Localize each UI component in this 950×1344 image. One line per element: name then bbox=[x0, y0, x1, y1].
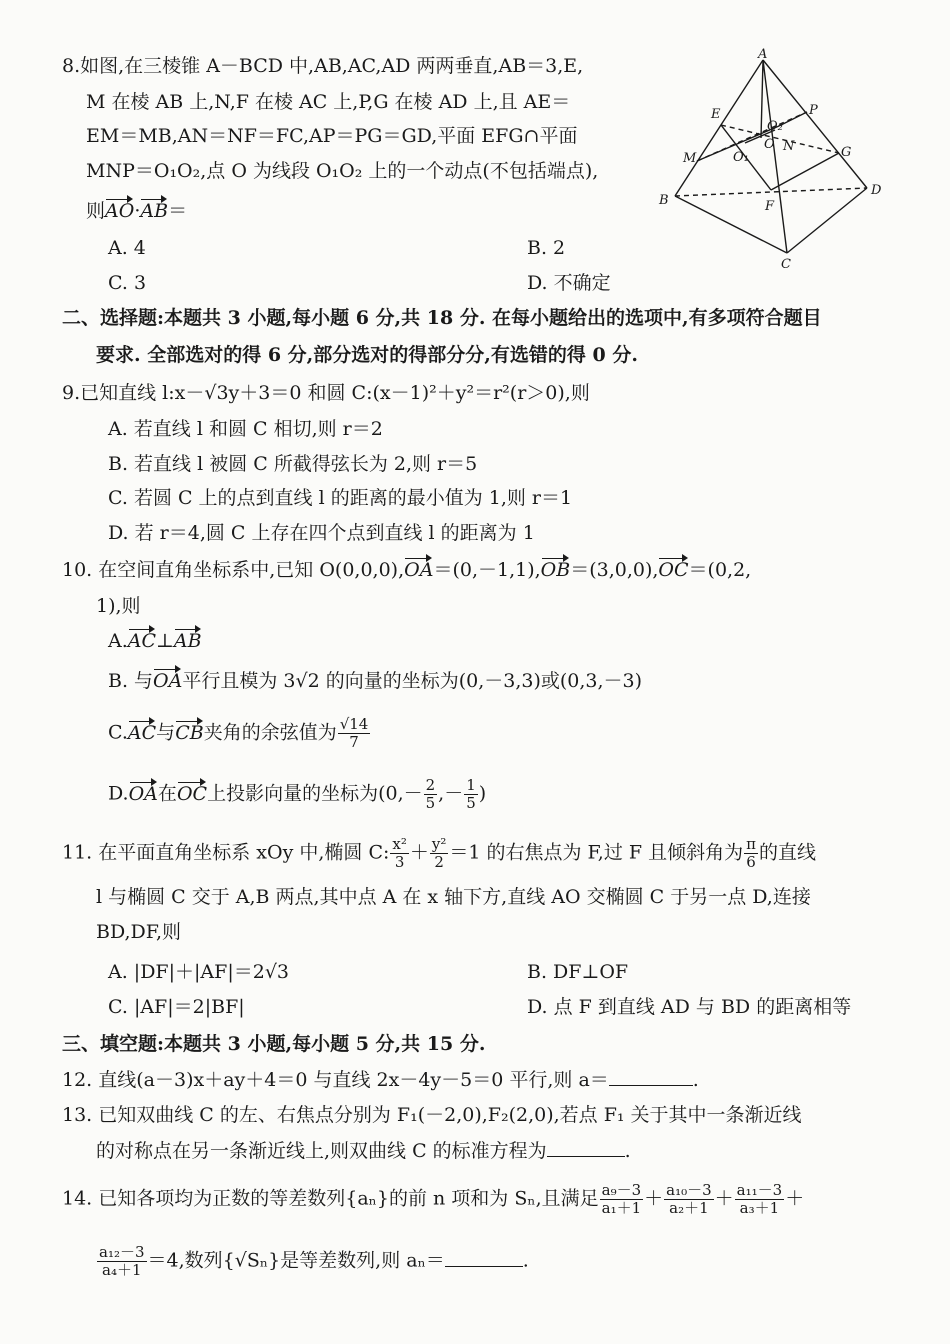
q12-text: 12. 直线(a－3)x＋ay＋4＝0 与直线 2x－4y－5＝0 平行,则 a＝ bbox=[62, 1069, 609, 1091]
section2-line1: 二、选择题:本题共 3 小题,每小题 6 分,共 18 分. 在每小题给出的选项中,有多项符合题目 bbox=[62, 307, 822, 329]
section3-title: 三、填空题:本题共 3 小题,每小题 5 分,共 15 分. bbox=[62, 1033, 486, 1055]
tetrahedron-figure bbox=[655, 48, 895, 273]
line-ao bbox=[761, 60, 763, 138]
q8-line4: MNP＝O₁O₂,点 O 为线段 O₁O₂ 上的一个动点(不包括端点), bbox=[86, 160, 599, 182]
fraction-cos bbox=[338, 716, 371, 751]
fraction-den: 6 bbox=[746, 853, 756, 871]
answer-blank-q13[interactable] bbox=[547, 1136, 625, 1157]
q8-dot: · bbox=[134, 200, 141, 222]
label-n: N bbox=[783, 139, 795, 154]
fraction-den: a₄＋1 bbox=[102, 1261, 142, 1279]
label-d: D bbox=[871, 183, 882, 198]
q11-line2: l 与椭圆 C 交于 A,B 两点,其中点 A 在 x 轴下方,直线 AO 交椭圆 C 于另一点 D,连接 bbox=[96, 886, 811, 908]
edge-cd bbox=[787, 188, 867, 253]
label-m: M bbox=[683, 151, 697, 166]
q10-val-ob: ＝(3,0,0), bbox=[570, 559, 659, 581]
q10-d-pre: D. bbox=[108, 782, 129, 805]
q14-plus: ＋ bbox=[785, 1187, 805, 1210]
fraction-one-fifth bbox=[464, 777, 478, 812]
fraction-a11 bbox=[735, 1182, 785, 1217]
q8-option-d: D. 不确定 bbox=[527, 272, 611, 294]
q10-b-post: 平行且模为 3√2 的向量的坐标为(0,－3,3)或(0,3,－3) bbox=[182, 670, 643, 692]
q10-d-post: 上投影向量的坐标为 bbox=[207, 782, 379, 805]
label-o1: O₁ bbox=[733, 150, 749, 165]
q10-a-mid: ⊥ bbox=[156, 630, 174, 652]
fraction-den: a₃＋1 bbox=[739, 1199, 780, 1217]
vector-oc: OC bbox=[658, 556, 688, 584]
q10-a-pre: A. bbox=[108, 630, 128, 652]
q12-end: . bbox=[692, 1069, 699, 1091]
label-g: G bbox=[841, 145, 852, 160]
q10-stem-pre: 10. 在空间直角坐标系中,已知 O(0,0,0), bbox=[62, 559, 405, 581]
q10-stem-line2: 1),则 bbox=[96, 595, 141, 617]
q8-line1: 8.如图,在三棱锥 A－BCD 中,AB,AC,AD 两两垂直,AB＝3,E, bbox=[62, 55, 584, 77]
q9-option-b: B. 若直线 l 被圆 C 所截得弦长为 2,则 r＝5 bbox=[108, 453, 478, 475]
fraction-num: y² bbox=[431, 835, 447, 853]
q10-d-open: (0,－ bbox=[378, 782, 423, 805]
line-np bbox=[779, 112, 807, 126]
vector-oa: OA bbox=[153, 667, 182, 695]
q14-line1 bbox=[62, 1182, 804, 1217]
section2-line2: 要求. 全部选对的得 6 分,部分选对的得部分分,有选错的得 0 分. bbox=[96, 344, 638, 366]
fraction-num: π bbox=[746, 835, 756, 853]
vector-ob: OB bbox=[541, 556, 571, 584]
q10-stem-line1 bbox=[62, 556, 751, 584]
vector-ab: AB bbox=[174, 627, 202, 655]
vector-oa: OA bbox=[129, 780, 158, 808]
edge-ab bbox=[675, 60, 763, 196]
vector-ab: AB bbox=[140, 197, 168, 225]
q8-option-c: C. 3 bbox=[108, 272, 147, 294]
fraction-a12 bbox=[97, 1244, 147, 1279]
q10-c-post: 夹角的余弦值为 bbox=[203, 721, 337, 744]
q10-d-close: ) bbox=[478, 782, 487, 805]
q10-c-pre: C. bbox=[108, 721, 128, 744]
fraction-den: 5 bbox=[466, 794, 476, 812]
q10-option-b bbox=[108, 667, 642, 695]
vector-ao: AO bbox=[105, 197, 134, 225]
vector-ac: AC bbox=[128, 719, 156, 747]
label-o: O bbox=[764, 137, 775, 152]
q11-plus: ＋ bbox=[409, 841, 429, 864]
fraction-num: a₁₀－3 bbox=[666, 1181, 712, 1199]
q14-plus: ＋ bbox=[714, 1187, 734, 1210]
fraction-num: a₉－3 bbox=[601, 1181, 642, 1199]
q11-option-c: C. |AF|＝2|BF| bbox=[108, 996, 245, 1018]
q13-line2 bbox=[96, 1136, 631, 1165]
fraction-y2-2 bbox=[430, 836, 449, 871]
q11-stem-line1 bbox=[62, 836, 816, 871]
q10-d-mid: 在 bbox=[157, 782, 177, 805]
q8-line5 bbox=[86, 197, 187, 225]
fraction-den: a₂＋1 bbox=[669, 1199, 709, 1217]
answer-blank-q14[interactable] bbox=[445, 1246, 523, 1267]
q14-plus: ＋ bbox=[644, 1187, 664, 1210]
fraction-den: a₁＋1 bbox=[601, 1199, 642, 1217]
vector-ac: AC bbox=[128, 627, 156, 655]
q8-option-b: B. 2 bbox=[527, 237, 566, 259]
fraction-a9 bbox=[600, 1182, 644, 1217]
label-c: C bbox=[781, 257, 791, 272]
label-o2: O₂ bbox=[767, 119, 783, 134]
fraction-num: 2 bbox=[425, 776, 436, 794]
q11-stem-end: 的直线 bbox=[758, 841, 816, 864]
q8-line3: EM＝MB,AN＝NF＝FC,AP＝PG＝GD,平面 EFG∩平面 bbox=[86, 125, 578, 147]
label-b: B bbox=[659, 193, 669, 208]
fraction-x2-3 bbox=[390, 836, 408, 871]
q10-val-oc: ＝(0,2, bbox=[688, 559, 752, 581]
vector-cb: CB bbox=[175, 719, 204, 747]
q9-option-c: C. 若圆 C 上的点到直线 l 的距离的最小值为 1,则 r＝1 bbox=[108, 487, 573, 509]
q10-d-comma: ,－ bbox=[438, 782, 464, 805]
q8-line5-post: ＝ bbox=[168, 200, 188, 222]
q9-stem: 9.已知直线 l:x－√3y＋3＝0 和圆 C:(x－1)²＋y²＝r²(r＞0),则 bbox=[62, 382, 590, 404]
fraction-num: 1 bbox=[466, 776, 476, 794]
q10-option-d bbox=[108, 777, 486, 812]
fraction-den: 7 bbox=[349, 733, 359, 751]
edge-ac bbox=[763, 60, 787, 253]
q10-option-a bbox=[108, 627, 202, 655]
line-fg bbox=[771, 153, 839, 190]
q9-option-d: D. 若 r＝4,圆 C 上存在四个点到直线 l 的距离为 1 bbox=[108, 522, 535, 544]
fraction-a10 bbox=[664, 1182, 714, 1217]
q11-line3: BD,DF,则 bbox=[96, 921, 182, 943]
label-e: E bbox=[711, 107, 721, 122]
q9-option-a: A. 若直线 l 和圆 C 相切,则 r＝2 bbox=[108, 418, 383, 440]
fraction-num: a₁₁－3 bbox=[736, 1181, 783, 1199]
q13-line1: 13. 已知双曲线 C 的左、右焦点分别为 F₁(－2,0),F₂(2,0),若点 F₁ 关于其中一条渐近线 bbox=[62, 1104, 802, 1126]
q12-line bbox=[62, 1065, 699, 1094]
q8-option-a: A. 4 bbox=[108, 237, 146, 259]
q10-c-mid: 与 bbox=[156, 721, 176, 744]
q11-option-d: D. 点 F 到直线 AD 与 BD 的距离相等 bbox=[527, 996, 852, 1018]
q14-line2 bbox=[96, 1244, 529, 1279]
vector-oc: OC bbox=[177, 780, 207, 808]
q14-line2-mid: ＝4,数列{√Sₙ}是等差数列,则 aₙ＝ bbox=[147, 1249, 445, 1272]
fraction-two-fifths bbox=[424, 777, 438, 812]
fraction-den: 2 bbox=[434, 853, 444, 871]
q10-b-pre: B. 与 bbox=[108, 670, 154, 692]
q11-stem-mid: ＝1 的右焦点为 F,过 F 且倾斜角为 bbox=[449, 841, 744, 864]
fraction-den: 3 bbox=[394, 853, 405, 871]
label-p: P bbox=[809, 103, 818, 118]
answer-blank-q12[interactable] bbox=[609, 1065, 693, 1086]
fraction-num: x² bbox=[392, 835, 407, 853]
q10-val-oa: ＝(0,－1,1), bbox=[433, 559, 541, 581]
fraction-pi-6 bbox=[744, 836, 758, 871]
label-f: F bbox=[765, 199, 775, 214]
q11-option-b: B. DF⊥OF bbox=[527, 961, 629, 983]
q14-pre: 14. 已知各项均为正数的等差数列{aₙ}的前 n 项和为 Sₙ,且满足 bbox=[62, 1187, 599, 1210]
label-a: A bbox=[758, 48, 768, 62]
fraction-num: √14 bbox=[339, 715, 369, 733]
fraction-den: 5 bbox=[425, 794, 436, 812]
q8-line2: M 在棱 AB 上,N,F 在棱 AC 上,P,G 在棱 AD 上,且 AE＝ bbox=[86, 91, 571, 113]
q13-end: . bbox=[624, 1140, 631, 1162]
q14-end: . bbox=[522, 1249, 529, 1272]
q11-option-a: A. |DF|＋|AF|＝2√3 bbox=[108, 961, 290, 983]
q13-text: 的对称点在另一条渐近线上,则双曲线 C 的标准方程为 bbox=[96, 1140, 547, 1162]
q10-option-c bbox=[108, 716, 371, 751]
q8-line5-pre: 则 bbox=[86, 200, 106, 222]
vector-oa: OA bbox=[404, 556, 433, 584]
fraction-num: a₁₂－3 bbox=[99, 1243, 145, 1261]
q11-stem-pre: 11. 在平面直角坐标系 xOy 中,椭圆 C: bbox=[62, 841, 390, 864]
